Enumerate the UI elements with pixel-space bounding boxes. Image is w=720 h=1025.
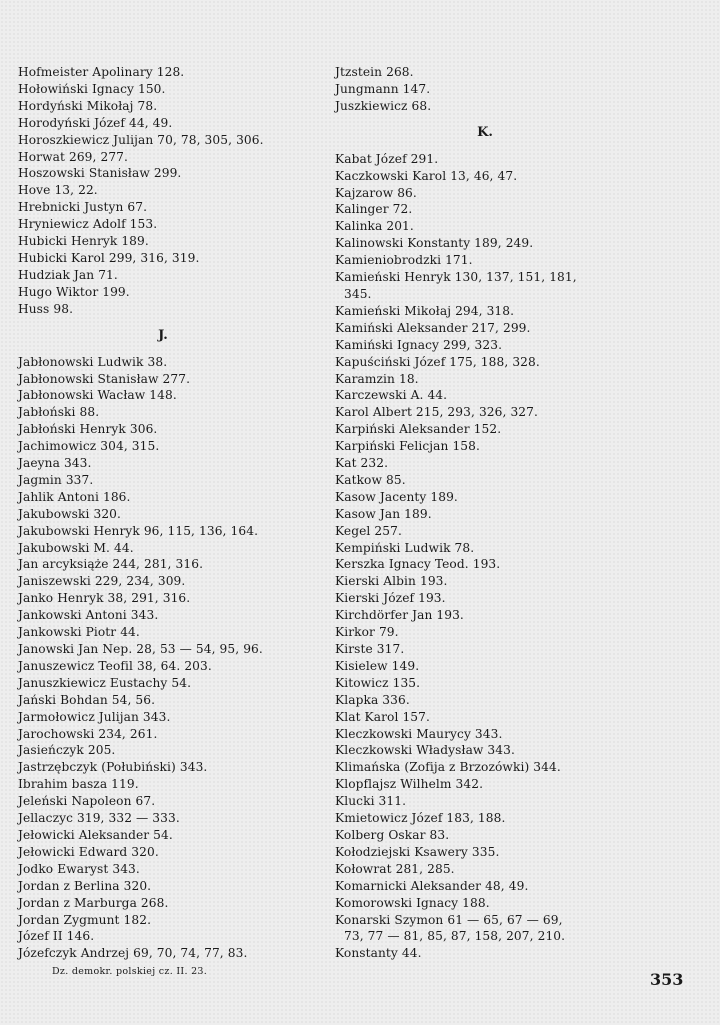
index-entry: Jordan Zygmunt 182. [18, 912, 152, 927]
index-entry-text: Karol Albert 215, 293, 326, 327. [335, 405, 538, 420]
index-entry: Jakubowski 320. [18, 506, 122, 521]
index-entry: Jan arcyksiąże 244, 281, 316. [18, 557, 204, 572]
index-entry: Hrebnicki Justyn 67. [18, 200, 148, 215]
index-entry: Jakubowski Henryk 96, 115, 136, 164. [18, 523, 259, 538]
index-entry: Jeleński Napoleon 67. [18, 794, 156, 809]
index-entry-text: Kirchdörfer Jan 193. [335, 608, 464, 623]
index-entry: Jodko Ewaryst 343. [18, 861, 140, 876]
index-entry-text: Kempiński Ludwik 78. [335, 540, 475, 555]
index-entry [335, 810, 707, 827]
index-entry-text: Kasow Jan 189. [335, 506, 432, 521]
index-entry-text: Kat 232. [335, 456, 389, 471]
index-entry: Jellaczyc 319, 332 — 333. [18, 811, 180, 826]
index-entry [335, 218, 707, 235]
index-entry: Jtzstein 268. [335, 65, 414, 79]
index-entry-text: Kamieniobrodzki 171. [335, 253, 473, 268]
index-entry [335, 455, 707, 472]
index-entry: Jełowicki Aleksander 54. [18, 827, 173, 842]
index-entry: Januszewicz Teofil 38, 64. 203. [18, 658, 212, 673]
index-entry [335, 168, 707, 185]
index-entry-text: Komarnicki Aleksander 48, 49. [335, 878, 529, 893]
entries-k-list [335, 151, 707, 963]
index-entry [335, 523, 707, 540]
index-entry-text: Klopflajsz Wilhelm 342. [335, 777, 484, 792]
index-entry [335, 404, 707, 421]
index-entry-text: Kierski Józef 193. [335, 591, 446, 606]
index-entry-text: Konstanty 44. [335, 946, 422, 961]
index-entry [335, 269, 707, 303]
index-entry [335, 540, 707, 557]
index-entry: Hordyński Mikołaj 78. [18, 98, 158, 113]
index-entry: Ibrahim basza 119. [18, 777, 139, 792]
index-entry-text: Karpiński Aleksander 152. [335, 422, 502, 437]
index-entry [335, 354, 707, 371]
index-entry [335, 151, 707, 168]
index-entry-text: Kirkor 79. [335, 625, 399, 640]
index-entry-text: Kamiński Ignacy 299, 323. [335, 337, 503, 352]
index-entry: Jełowicki Edward 320. [18, 844, 159, 859]
printer-signature: Dz. demokr. polskiej cz. II. 23. [52, 966, 208, 977]
entries-h-list [18, 64, 323, 318]
index-entry [335, 320, 707, 337]
index-entry-text: Kalinka 201. [335, 219, 414, 234]
index-entry: Jahlik Antoni 186. [18, 489, 131, 504]
index-entry [335, 793, 707, 810]
index-entry [335, 573, 707, 590]
index-entry: Jankowski Piotr 44. [18, 625, 140, 640]
index-entry: Hołowiński Ignacy 150. [18, 81, 166, 96]
index-entry: Jankowski Antoni 343. [18, 608, 159, 623]
index-entry [335, 303, 707, 320]
index-entry-text: Klimańska (Zofija z Brzozówki) 344. [335, 760, 561, 775]
index-entry-text: Kabat Józef 291. [335, 151, 439, 166]
index-entry [335, 201, 707, 218]
index-entry-text: Kmietowicz Józef 183, 188. [335, 811, 506, 826]
index-entry [335, 421, 707, 438]
index-entry: Jungmann 147. [335, 81, 431, 96]
index-entry: Hugo Wiktor 199. [18, 284, 130, 299]
index-entry-text: Karamzin 18. [335, 371, 419, 386]
index-entry-text: Klucki 311. [335, 794, 407, 809]
index-entry-text: Kolberg Oskar 83. [335, 827, 450, 842]
index-entry: Jański Bohdan 54, 56. [18, 692, 156, 707]
index-entry: Jordan z Marburga 268. [18, 895, 169, 910]
index-entry [335, 912, 707, 946]
index-entry [335, 387, 707, 404]
index-entry-text: Kapuściński Józef 175, 188, 328. [335, 354, 540, 369]
index-entry: Hofmeister Apolinary 128. [18, 65, 185, 79]
index-entry [335, 590, 707, 607]
index-entry-text: Komorowski Ignacy 188. [335, 895, 490, 910]
index-entry [335, 556, 707, 573]
index-entry-text: Kamiński Aleksander 217, 299. [335, 320, 531, 335]
index-entry [335, 827, 707, 844]
section-heading-j: J. [158, 327, 168, 343]
index-entry: Janko Henryk 38, 291, 316. [18, 591, 191, 606]
index-entry [335, 878, 707, 895]
index-entry [335, 658, 707, 675]
index-entry-text: Kegel 257. [335, 523, 402, 538]
entries-j-continued-list [335, 64, 707, 115]
index-entry: Jakubowski M. 44. [18, 540, 134, 555]
index-entry: Juszkiewicz 68. [335, 98, 432, 113]
index-entry-text: Konarski Szymon 61 — 65, 67 — 69, [335, 912, 563, 927]
index-entry: Horwat 269, 277. [18, 149, 129, 164]
index-entry [335, 726, 707, 743]
index-entry-text: Kalinowski Konstanty 189, 249. [335, 236, 534, 251]
index-entry [335, 709, 707, 726]
index-entry [335, 624, 707, 641]
index-entry [335, 506, 707, 523]
index-entry: Jasieńczyk 205. [18, 743, 116, 758]
index-entry-text: Kitowicz 135. [335, 675, 421, 690]
index-entry-text: Kołodziejski Ksawery 335. [335, 844, 500, 859]
index-entry-continuation: 73, 77 — 81, 85, 87, 158, 207, 210. [344, 929, 566, 944]
index-entry [335, 759, 707, 776]
index-entry: Horodyński Józef 44, 49. [18, 115, 173, 130]
index-entry: Hudziak Jan 71. [18, 267, 118, 282]
index-entry: Jordan z Berlina 320. [18, 878, 152, 893]
index-entry-text: Klat Karol 157. [335, 709, 430, 724]
index-entry-text: Kaczkowski Karol 13, 46, 47. [335, 168, 518, 183]
index-entry [335, 235, 707, 252]
index-entry-text: Kamieński Mikołaj 294, 318. [335, 303, 515, 318]
index-entry: Janowski Jan Nep. 28, 53 — 54, 95, 96. [18, 642, 263, 656]
index-entry: Janiszewski 229, 234, 309. [18, 574, 186, 589]
index-entry-text: Kasow Jacenty 189. [335, 489, 458, 504]
index-entry-text: Kołowrat 281, 285. [335, 861, 455, 876]
right-column [335, 64, 707, 962]
index-entry: Januszkiewicz Eustachy 54. [18, 675, 192, 690]
index-entry: Jachimowicz 304, 315. [18, 439, 160, 454]
index-entry: Hoszowski Stanisław 299. [18, 166, 182, 181]
index-entry-continuation: 345. [344, 286, 372, 301]
index-entry: Jagmin 337. [18, 472, 94, 487]
index-entry-text: Kleczkowski Władysław 343. [335, 743, 515, 758]
index-entry [335, 438, 707, 455]
section-heading-k: K. [477, 124, 493, 140]
index-entry-text: Kleczkowski Maurycy 343. [335, 726, 503, 741]
index-entry [335, 776, 707, 793]
index-entry: Jabłonowski Ludwik 38. [18, 354, 168, 369]
index-entry: Jabłoński Henryk 306. [18, 422, 158, 437]
index-entry: Jastrzębczyk (Połubiński) 343. [18, 760, 208, 775]
index-entry-text: Karczewski A. 44. [335, 388, 448, 403]
index-entry-text: Katkow 85. [335, 472, 406, 487]
index-entry: Hove 13, 22. [18, 183, 98, 198]
index-entry [335, 641, 707, 658]
index-entry: Jarochowski 234, 261. [18, 726, 158, 741]
index-entry [335, 945, 707, 962]
index-entry-text: Klapka 336. [335, 692, 410, 707]
index-entry [335, 742, 707, 759]
index-entry: Hubicki Karol 299, 316, 319. [18, 250, 200, 265]
index-entry-text: Kerszka Ignacy Teod. 193. [335, 557, 501, 572]
index-entry [335, 489, 707, 506]
index-entry-text: Kisielew 149. [335, 658, 420, 673]
left-column [18, 64, 323, 962]
index-entry: Jaeyna 343. [18, 456, 92, 471]
index-entry-text: Karpiński Felicjan 158. [335, 439, 480, 454]
index-entry-text: Kamieński Henryk 130, 137, 151, 181, [335, 270, 577, 285]
index-entry [335, 844, 707, 861]
index-entry-text: Kalinger 72. [335, 202, 413, 217]
entries-j-list [18, 354, 323, 963]
index-entry: Jarmołowicz Julijan 343. [18, 709, 171, 724]
index-entry [335, 675, 707, 692]
index-entry [335, 337, 707, 354]
index-entry [335, 371, 707, 388]
index-entry: Jabłoński 88. [18, 405, 100, 420]
index-entry [335, 861, 707, 878]
index-entry [335, 895, 707, 912]
index-entry [335, 607, 707, 624]
index-entry [335, 252, 707, 269]
index-entry [335, 185, 707, 202]
index-entry: Józef II 146. [18, 929, 95, 944]
index-entry [335, 472, 707, 489]
index-entry: Huss 98. [18, 301, 74, 316]
index-entry-text: Kajzarow 86. [335, 185, 417, 200]
index-entry: Józefczyk Andrzej 69, 70, 74, 77, 83. [18, 946, 248, 961]
index-entry [335, 692, 707, 709]
index-entry-text: Kierski Albin 193. [335, 574, 448, 589]
index-entry: Horoszkiewicz Julijan 70, 78, 305, 306. [18, 132, 264, 147]
index-entry: Hubicki Henryk 189. [18, 234, 149, 249]
page-number: 353 [650, 970, 684, 989]
index-entry: Jabłonowski Wacław 148. [18, 388, 177, 403]
index-entry: Jabłonowski Stanisław 277. [18, 371, 191, 386]
index-entry-text: Kirste 317. [335, 642, 405, 656]
index-entry: Hryniewicz Adolf 153. [18, 217, 158, 232]
